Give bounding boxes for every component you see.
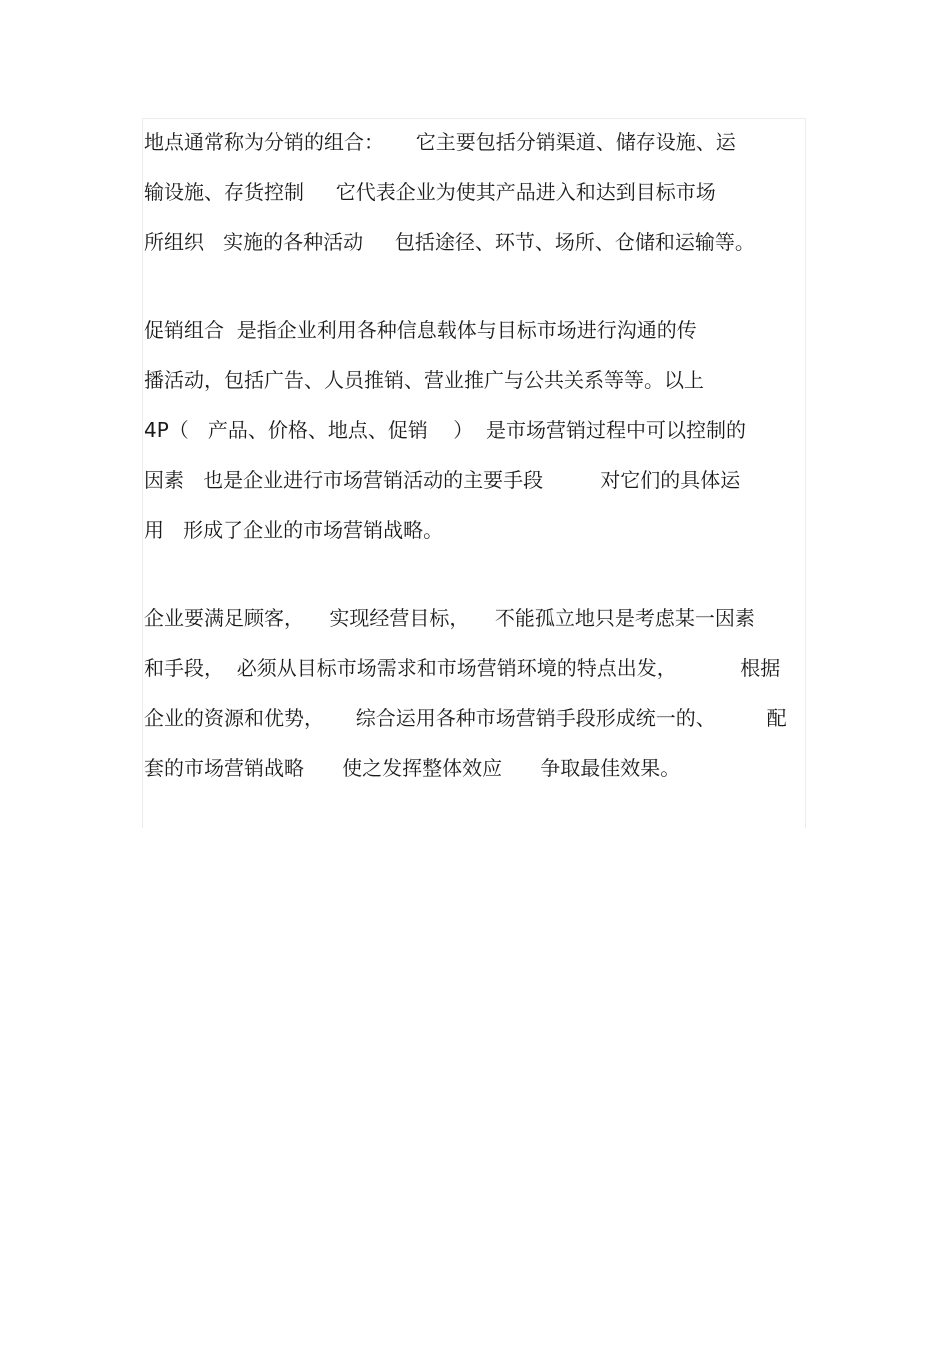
paragraph-1-line-1: 地点通常称为分销的组合： 它主要包括分销渠道、储存设施、运 [144,130,736,154]
paragraph-3-line-1: 企业要满足顾客， 实现经营目标， 不能孤立地只是考虑某一因素 [144,606,755,630]
paragraph-2-line-3: 4P（ 产品、价格、地点、促销 ） 是市场营销过程中可以控制的 [144,418,747,442]
paragraph-2-line-4: 因素 也是企业进行市场营销活动的主要手段 对它们的具体运 [144,468,741,492]
paragraph-3-line-3: 企业的资源和优势， 综合运用各种市场营销手段形成统一的、 配 [144,706,787,730]
paragraph-2-line-2: 播活动，包括广告、人员推销、营业推广与公共关系等等。以上 [144,368,704,392]
paragraph-2-line-5: 用 形成了企业的市场营销战略。 [144,518,444,542]
paragraph-3-line-4: 套的市场营销战略 使之发挥整体效应 争取最佳效果。 [144,756,681,780]
paragraph-3-line-2: 和手段， 必须从目标市场需求和市场营销环境的特点出发， 根据 [144,656,781,680]
paragraph-1-line-2: 输设施、存货控制 它代表企业为使其产品进入和达到目标市场 [144,180,716,204]
paragraph-2-line-1: 促销组合 是指企业利用各种信息载体与目标市场进行沟通的传 [144,318,697,342]
paragraph-1-line-3: 所组织 实施的各种活动 包括途径、环节、场所、仓储和运输等。 [144,230,755,254]
